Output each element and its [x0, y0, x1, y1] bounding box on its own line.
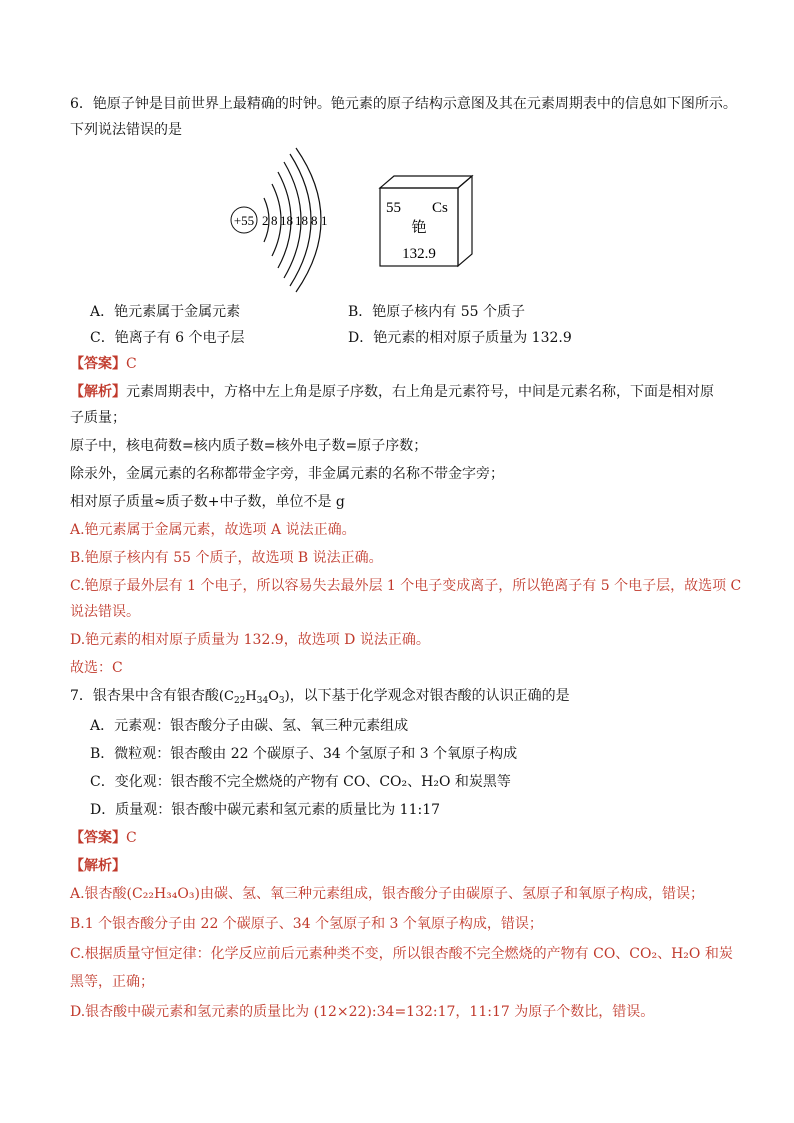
q6-answer-row — [70, 354, 137, 374]
q7-stem-pre: 7．银杏果中含有银杏酸 — [70, 688, 219, 704]
answer-value: C — [126, 356, 137, 372]
q7-analysis-d: D.银杏酸中碳元素和氢元素的质量比为 (12×22):34=132:17，11:17 为原子个数比，错误。 — [70, 1004, 655, 1020]
analysis-tag: 【解析】 — [70, 384, 126, 400]
q7-option-a: A．元素观：银杏酸分子由碳、氢、氧三种元素组成 — [90, 718, 409, 734]
answer-tag: 【答案】 — [70, 830, 126, 846]
option-analysis-c-cont: 说法错误。 — [70, 604, 140, 620]
element-card — [376, 174, 478, 270]
analysis-line: 子质量； — [70, 410, 126, 426]
shell-count-3: 18 — [280, 213, 293, 228]
option-analysis-c: C.铯原子最外层有 1 个电子，所以容易失去最外层 1 个电子变成离子，所以铯离子有 5 个电子层，故选项 C — [70, 578, 742, 594]
q6-analysis-row — [70, 382, 714, 402]
card-top-face — [380, 176, 472, 188]
q7-analysis-c-cont: 黑等，正确； — [70, 974, 154, 990]
q6-conclusion: 故选：C — [70, 660, 123, 676]
q6-option-b: B．铯原子核内有 55 个质子 — [348, 304, 526, 320]
atomic-mass: 132.9 — [402, 246, 436, 262]
q6-option-d: D．铯元素的相对原子质量为 132.9 — [348, 330, 572, 346]
q7-answer-row — [70, 828, 137, 848]
option-analysis-a: A.铯元素属于金属元素，故选项 A 说法正确。 — [70, 522, 356, 538]
answer-tag: 【答案】 — [70, 356, 126, 372]
nucleus-charge: +55 — [233, 213, 255, 228]
analysis-line: 相对原子质量≈质子数+中子数，单位不是 g — [70, 494, 345, 510]
q7-analysis-c: C.根据质量守恒定律：化学反应前后元素种类不变，所以银杏酸不完全燃烧的产物有 CO、CO₂、H₂O 和炭 — [70, 946, 733, 962]
ginkgolic-acid-formula: $(C_{22}H_{34}O_3)$ — [218, 689, 290, 706]
q7-analysis-a: A.银杏酸(C₂₂H₃₄O₃)由碳、氢、氧三种元素组成，银杏酸分子由碳原子、氢原子和氧原子构成，错误； — [70, 886, 704, 902]
q7-option-b: B．微粒观：银杏酸由 22 个碳原子、34 个氢原子和 3 个氧原子构成 — [90, 746, 518, 762]
analysis-line: 除汞外，金属元素的名称都带金字旁，非金属元素的名称不带金字旁； — [70, 466, 504, 482]
card-side-face — [458, 176, 472, 266]
option-analysis-d: D.铯元素的相对原子质量为 132.9，故选项 D 说法正确。 — [70, 632, 430, 648]
q7-option-c: C．变化观：银杏酸不完全燃烧的产物有 CO、CO₂、H₂O 和炭黑等 — [90, 774, 511, 790]
q7-stem-post: ，以下基于化学观念对银杏酸的认识正确的是 — [289, 688, 570, 704]
analysis-line: 原子中，核电荷数=核内质子数=核外电子数=原子序数； — [70, 438, 428, 454]
q7-analysis-row — [70, 856, 126, 876]
shell-count-2: 8 — [271, 213, 278, 228]
element-symbol: Cs — [432, 200, 448, 216]
shell-count-5: 8 — [311, 213, 318, 228]
q7-option-d: D．质量观：银杏酸中碳元素和氢元素的质量比为 11:17 — [90, 802, 441, 818]
q7-stem — [70, 686, 570, 711]
answer-value: C — [126, 830, 137, 846]
element-name: 铯 — [411, 220, 427, 236]
atom-structure-diagram — [226, 146, 346, 296]
q6-stem-line2: 下列说法错误的是 — [70, 122, 182, 138]
shell-count-1: 2 — [262, 213, 269, 228]
analysis-text: 元素周期表中，方格中左上角是原子序数，右上角是元素符号，中间是元素名称，下面是相对原 — [126, 384, 714, 400]
shell-count-4: 18 — [295, 213, 308, 228]
analysis-tag: 【解析】 — [70, 858, 126, 874]
q6-option-a: A．铯元素属于金属元素 — [90, 304, 241, 320]
q7-analysis-b: B.1 个银杏酸分子由 22 个碳原子、34 个氢原子和 3 个氧原子构成，错误； — [70, 916, 543, 932]
option-analysis-b: B.铯原子核内有 55 个质子，故选项 B 说法正确。 — [70, 550, 383, 566]
q6-option-c: C．铯离子有 6 个电子层 — [90, 330, 245, 346]
atomic-number: 55 — [386, 200, 401, 216]
q6-stem-line1: 6．铯原子钟是目前世界上最精确的时钟。铯元素的原子结构示意图及其在元素周期表中的信息如下图所示。 — [70, 96, 737, 112]
shell-count-6: 1 — [321, 213, 328, 228]
